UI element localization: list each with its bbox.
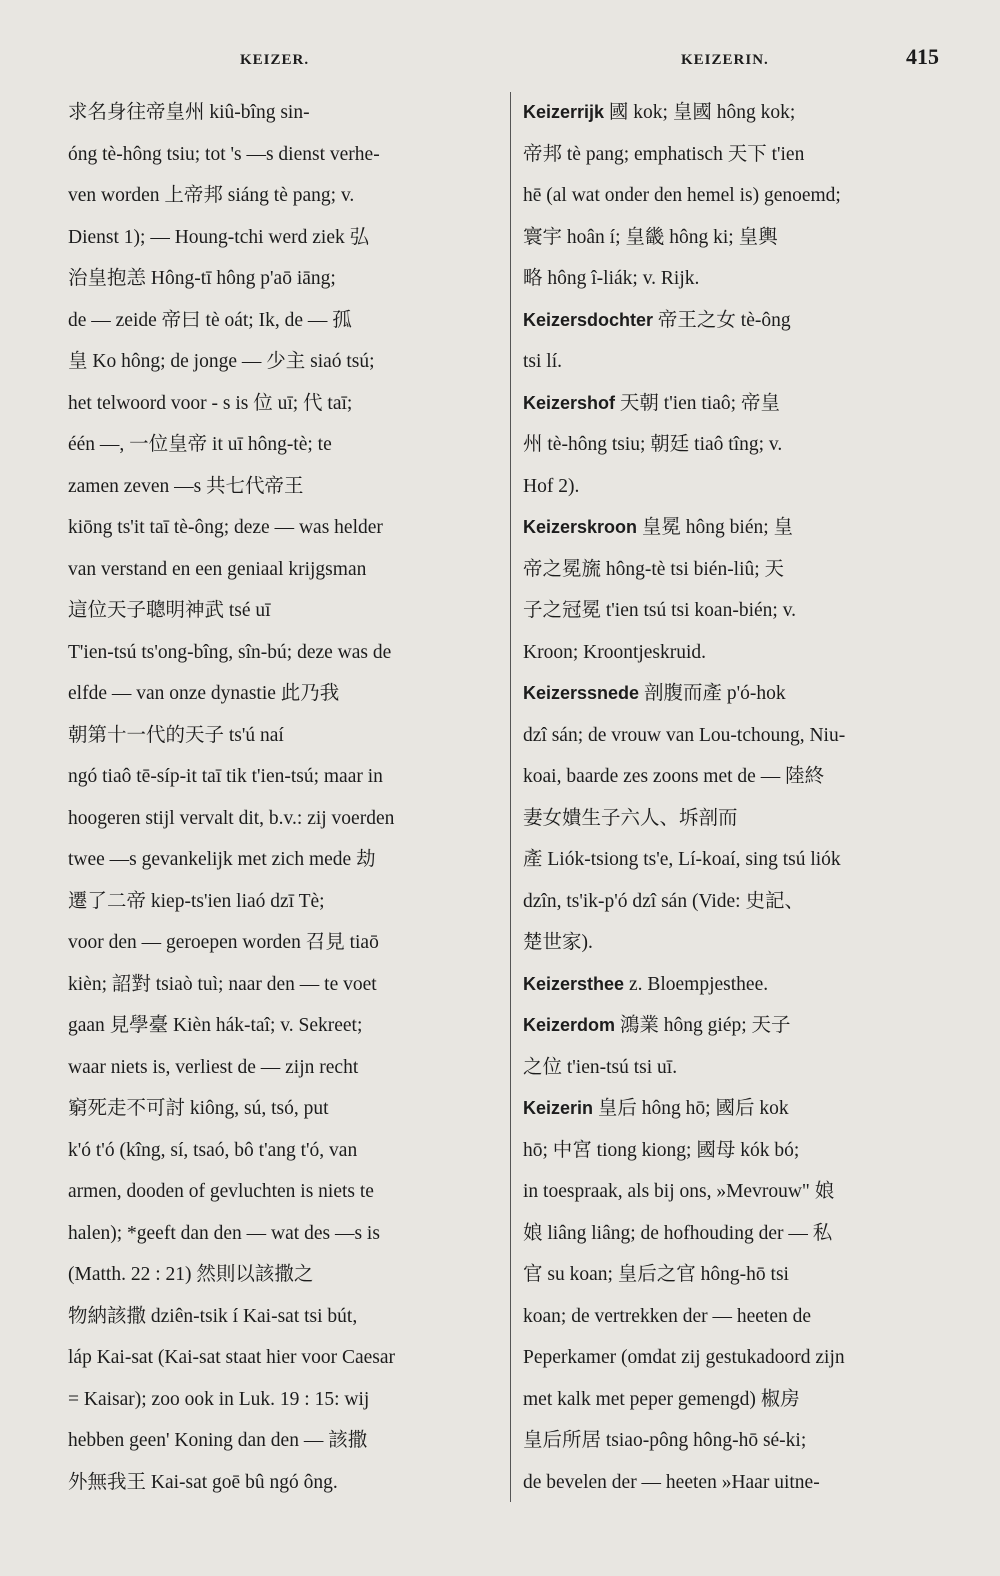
text-line: Kroon; Kroontjeskruid.: [523, 641, 707, 663]
text-line: Peperkamer (omdat zij gestukadoord zijn: [523, 1347, 845, 1368]
text-line: hō; 中宮 tiong kiong; 國母 kók bó;: [523, 1139, 800, 1161]
text-line: 物納該撒 dziên-tsik í Kai-sat tsi bút,: [68, 1305, 358, 1327]
text-line: het telwoord voor - s is 位 uī; 代 taī;: [68, 392, 353, 414]
headword: Keizersthee: [523, 973, 625, 994]
right-column: [523, 92, 953, 1503]
text-line: hebben geen' Koning dan den — 該撒: [68, 1430, 368, 1451]
text-line: halen); *geeft dan den — wat des —s is: [68, 1222, 380, 1244]
text-line: Keizersdochter 帝王之女 tè-ông: [523, 309, 791, 331]
text-line: van verstand en een geniaal krijgsman: [68, 558, 367, 580]
header-left: KEIZER.: [240, 52, 310, 68]
text-line: 妻女嬇生子六人、坼剖而: [523, 807, 738, 829]
headword: Keizerdom: [523, 1015, 616, 1035]
text-line: 產 Liók-tsiong ts'e, Lí-koaí, sing tsú liók: [523, 849, 841, 870]
text-line: 朝第十一代的天子 ts'ú naí: [68, 724, 284, 746]
text-line: láp Kai-sat (Kai-sat staat hier voor Caesar: [68, 1347, 396, 1368]
text-line: Keizerdom 鴻業 hông giép; 天子: [523, 1015, 791, 1036]
headword: Keizerskroon: [523, 517, 638, 537]
text-line: ngó tiaô tē-síp-it taī tik t'ien-tsú; maar in: [68, 766, 383, 787]
text-line: gaan 見學臺 Kièn hák-taî; v. Sekreet;: [68, 1015, 363, 1036]
text-line: 皇后所居 tsiao-pông hông-hō sé-ki;: [523, 1430, 807, 1451]
text-line: T'ien-tsú ts'ong-bîng, sîn-bú; deze was de: [68, 641, 392, 663]
text-line: tsi lí.: [523, 351, 563, 372]
text-line: dzî sán; de vrouw van Lou-tchoung, Niu-: [523, 724, 846, 746]
text-line: koai, baarde zes zoons met de — 陸終: [523, 766, 825, 787]
text-line: de bevelen der — heeten »Haar uitne-: [523, 1471, 820, 1493]
text-line: 帝之冕旒 hông-tè tsi bién-liû; 天: [523, 558, 785, 580]
left-column: [68, 92, 498, 1503]
text-line: Keizerssnede 剖腹而產 p'ó-hok: [523, 683, 786, 704]
text-line: k'ó t'ó (kîng, sí, tsaó, bô t'ang t'ó, van: [68, 1139, 358, 1161]
text-line: zamen zeven —s 共七代帝王: [68, 475, 304, 497]
text-line: kièn; 詔對 tsiaò tuì; naar den — te voet: [68, 973, 377, 995]
text-line: 皇 Ko hông; de jonge — 少主 siaó tsú;: [68, 351, 375, 372]
text-line: 寰宇 hoân í; 皇畿 hông ki; 皇輿: [523, 226, 778, 248]
text-line: 遷了二帝 kiep-ts'ien liaó dzī Tè;: [68, 890, 325, 912]
text-line: Keizerskroon 皇冕 hông bién; 皇: [523, 517, 794, 538]
text-line: 之位 t'ien-tsú tsi uī.: [523, 1056, 678, 1078]
page-number: 415: [906, 44, 939, 69]
text-line: twee —s gevankelijk met zich mede 劫: [68, 849, 376, 870]
headword: Keizerin: [523, 1098, 594, 1118]
text-line: 州 tè-hông tsiu; 朝廷 tiaô tîng; v.: [523, 434, 783, 455]
text-line: één —, 一位皇帝 it uī hông-tè; te: [68, 434, 332, 455]
text-line: in toespraak, als bij ons, »Mevrouw" 娘: [523, 1181, 835, 1202]
headword: Keizersdochter: [523, 309, 654, 330]
text-line: 楚世家).: [523, 932, 593, 953]
text-line: óng tè-hông tsiu; tot 's —s dienst verhe-: [68, 143, 380, 165]
text-line: de — zeide 帝曰 tè oát; Ik, de — 孤: [68, 309, 352, 331]
text-line: 這位天子聰明神武 tsé uī: [68, 600, 271, 621]
text-line: 外無我王 Kai-sat goē bû ngó ông.: [68, 1471, 338, 1493]
text-line: waar niets is, verliest de — zijn recht: [68, 1056, 359, 1078]
text-line: Keizerrijk 國 kok; 皇國 hông kok;: [523, 102, 796, 123]
text-line: hoogeren stijl vervalt dit, b.v.: zij voerden: [68, 807, 395, 829]
text-line: Hof 2).: [523, 475, 580, 497]
text-line: hē (al wat onder den hemel is) genoemd;: [523, 185, 841, 206]
text-line: ven worden 上帝邦 siáng tè pang; v.: [68, 185, 355, 206]
text-line: 官 su koan; 皇后之官 hông-hō tsi: [523, 1264, 789, 1285]
text-line: 子之冠冕 t'ien tsú tsi koan-bién; v.: [523, 600, 797, 621]
text-line: Keizershof 天朝 t'ien tiaô; 帝皇: [523, 392, 780, 414]
text-line: elfde — van onze dynastie 此乃我: [68, 683, 340, 704]
text-line: koan; de vertrekken der — heeten de: [523, 1305, 812, 1327]
text-line: 帝邦 tè pang; emphatisch 天下 t'ien: [523, 143, 805, 165]
text-line: armen, dooden of gevluchten is niets te: [68, 1181, 374, 1202]
text-line: 窮死走不可討 kiông, sú, tsó, put: [68, 1098, 329, 1119]
text-line: 求名身往帝皇州 kiû-bîng sin-: [68, 102, 310, 123]
text-line: 略 hông î-liák; v. Rijk.: [523, 268, 700, 289]
text-line: 治皇抱恙 Hông-tī hông p'aō iāng;: [68, 268, 336, 289]
text-line: Keizersthee z. Bloempjesthee.: [523, 973, 769, 995]
text-line: Dienst 1); — Houng-tchi werd ziek 弘: [68, 226, 370, 248]
headword: Keizerrijk: [523, 102, 605, 122]
text-line: (Matth. 22 : 21) 然則以該撒之: [68, 1264, 314, 1285]
text-line: met kalk met peper gemengd) 椒房: [523, 1388, 800, 1410]
text-line: voor den — geroepen worden 召見 tiaō: [68, 932, 379, 953]
text-line: kiōng ts'it taī tè-ông; deze — was helder: [68, 517, 383, 538]
text-line: = Kaisar); zoo ook in Luk. 19 : 15: wij: [68, 1388, 370, 1410]
text-line: dzîn, ts'ik-p'ó dzî sán (Vide: 史記、: [523, 890, 804, 912]
header-right: KEIZERIN.: [681, 52, 769, 68]
running-header: [0, 44, 1000, 76]
text-line: Keizerin 皇后 hông hō; 國后 kok: [523, 1098, 789, 1119]
text-line: 娘 liâng liâng; de hofhouding der — 私: [523, 1222, 833, 1244]
column-divider: [510, 92, 511, 1502]
headword: Keizershof: [523, 392, 616, 413]
headword: Keizerssnede: [523, 683, 640, 703]
